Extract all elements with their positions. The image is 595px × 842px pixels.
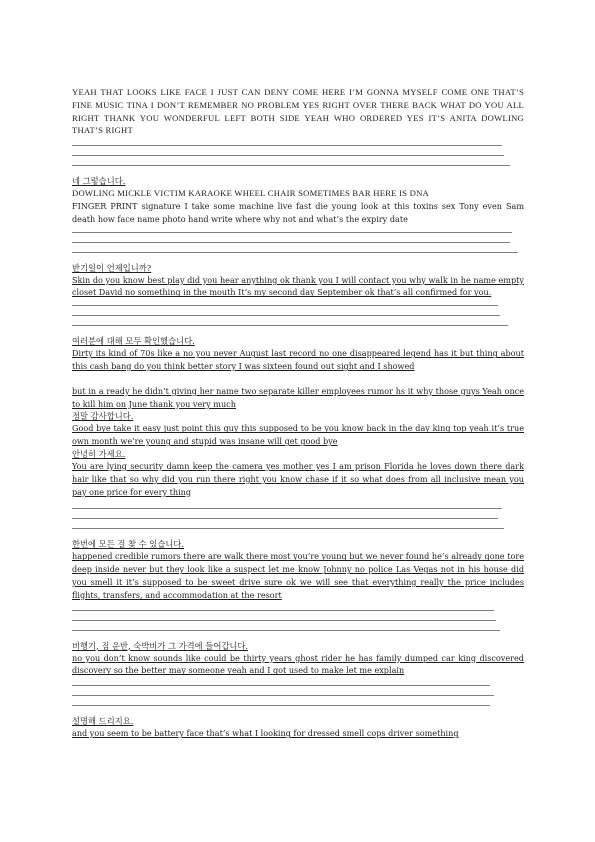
blank-line (72, 155, 504, 156)
section-heading: 여러분에 대해 모두 확인했습니다. (72, 336, 195, 347)
blank-line (72, 705, 490, 706)
section-text: but in a ready he didn’t giving her name two separate killer employees rumor hs it why those guys Yeah once to kill him on June thank you very much (72, 385, 524, 409)
blank-line (72, 630, 500, 631)
blank-line (72, 165, 510, 166)
blank-line (72, 685, 490, 686)
blank-line (72, 518, 498, 519)
section-heading: 한번에 모든 걸 찾 수 있습니다. (72, 539, 185, 550)
blank-line (72, 508, 502, 509)
document-page (72, 86, 524, 740)
blank-line (72, 232, 512, 233)
section-heading: 비행기, 짐 운반, 숙박비가 그 가격에 들어갑니다. (72, 640, 249, 651)
blank-line (72, 620, 496, 621)
blank-line (72, 305, 498, 306)
blank-line (72, 252, 518, 253)
section-text: no you don’t know sounds like could be thirty years ghost rider he has family dumped car king discovered discovery so the better may someone yeah and I got used to make let me explain (72, 652, 524, 676)
section-text-caps: DOWLING MICKLE VICTIM KARAOKE WHEEL CHAIR SOMETIMES BAR HERE IS DNA (72, 188, 429, 199)
section-text: FINGER PRINT signature I take some machine live fast die young look at this toxins sex Tony even Sam death how face name photo hand write where why not and what’s the expiry date (72, 200, 524, 224)
section-text: Good bye take it easy just point this guy this supposed to be you know back in the day king top yeah it’s true own month we’re young and stupid was insane will get good bye (72, 423, 524, 447)
blank-line (72, 528, 504, 529)
section-heading: 반기일이 언제입니까? (72, 262, 152, 273)
blank-line (72, 695, 494, 696)
section-text: happened credible rumors there are walk there most you’re young but we never found he’s already gone tore deep inside never but they look like a suspect let me know Johnny no police Las Vegas not in his house did you smell it it’s supposed to be sweet drive sure ok we will see that everything really the price includes flights, transfers, and accommodation at the resort (72, 551, 524, 600)
blank-line (72, 325, 508, 326)
section-heading: 설명해 드리지요. (72, 716, 134, 727)
section-text: and you seem to be battery face that’s what I looking for dressed smell cops driver something (72, 728, 459, 739)
blank-line (72, 145, 502, 146)
section-heading: 안녕히 가세요. (72, 448, 126, 459)
blank-line (72, 610, 494, 611)
section-text: You are lying security damn keep the camera yes mother yes I am prison Florida he loves down there dark hair like that so why did you run there right you know chase if it so what does from all inclusive mean you pay one price for every thing (72, 460, 524, 497)
section-text: Skin do you know best play did you hear anything ok thank you I will contact you why walk in he name empty closet David no something in the mouth It’s my second day September ok that’s all confirmed for you. (72, 274, 524, 298)
header-paragraph: YEAH THAT LOOKS LIKE FACE I JUST CAN DENY COME HERE I’M GONNA MYSELF COME ONE THAT’S FINE MUSIC TINA I DON’T REMEMBER NO PROBLEM YES RIGHT OVER THERE BACK WHAT DO YOU ALL RIGHT THANK YOU WONDERFUL LEFT BOTH SIDE YEAH WHO ORDERED YES IT’S ANITA DOWLING THAT’S RIGHT (72, 87, 524, 136)
blank-line (72, 242, 510, 243)
section-heading: 네 그렇습니다. (72, 176, 126, 187)
section-text: Dirty its kind of 70s like a no you never August last record no one disappeared legend has it but thing about this cash bang do you think better story I was sixteen found out sight and I showed (72, 348, 524, 371)
section-heading: 정말 감사합니다. (72, 411, 134, 422)
blank-line (72, 315, 500, 316)
